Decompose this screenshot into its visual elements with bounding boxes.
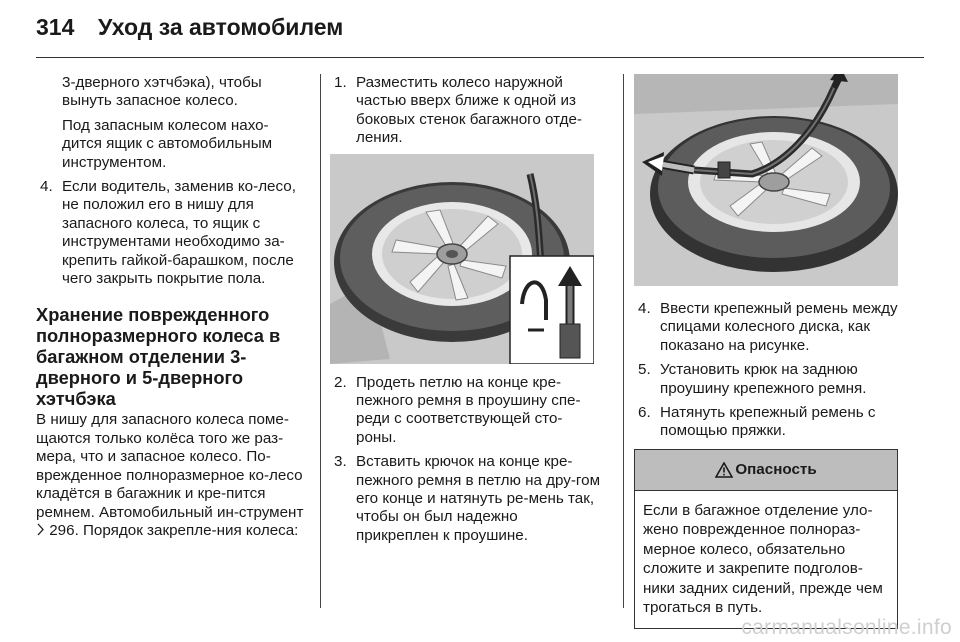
- wheel-strap-illustration: [634, 74, 898, 286]
- page-number: 314: [36, 14, 75, 40]
- column-divider-2: [623, 74, 624, 608]
- column-2: [330, 74, 602, 551]
- intro-text: В нишу для запасного колеса поме-щаются только колёса того же раз-мера, что и запасное колесо. По-врежденное полноразмерное ко-лесо кладётся в багажник и кре-пится ремнем. Автомобильный ин-струмент: [36, 411, 304, 521]
- page-header: [36, 14, 343, 44]
- step-number: 4.: [40, 178, 53, 196]
- step-number: 1.: [334, 74, 347, 91]
- column-1: [36, 74, 308, 547]
- column-3: [634, 74, 900, 629]
- list-item-step-4: [634, 300, 900, 355]
- continued-text: 3-дверного хэтчбэка), чтобы вынуть запасное колесо.: [62, 74, 262, 110]
- step-text: Если водитель, заменив ко-лесо, не положил его в нишу для запасного колеса, то ящик с инструментами необходимо за-крепить гайкой-барашком, после чего закрыть покрытие пола.: [62, 178, 296, 288]
- step-text: Разместить колесо наружной частью вверх ближе к одной из боковых стенок багажного отде-ления.: [356, 74, 582, 147]
- list-item-step-2: [330, 374, 602, 448]
- caution-header: [635, 450, 897, 491]
- arrow-reference-icon: [36, 523, 45, 541]
- step-text: Вставить крючок на конце кре-пежного ремня в петлю на дру-гом его конце и натянуть ре-мень так, чтобы он был надежно прикреплен к проушине.: [356, 453, 601, 544]
- wheel-loop-illustration: [330, 154, 594, 364]
- reference-page-link[interactable]: 296: [49, 521, 75, 539]
- list-item-step-5: [634, 361, 900, 398]
- section-heading: Хранение поврежденного полноразмерного колеса в багажном отделении 3-дверного и 5-дверного хэтчбэка: [36, 304, 281, 410]
- list-item-step-4: [36, 178, 308, 288]
- section-title: Уход за автомобилем: [98, 14, 344, 40]
- step-text: Ввести крепежный ремень между спицами колесного диска, как показано на рисунке.: [660, 300, 898, 354]
- step-number: 4.: [638, 300, 651, 317]
- step-number: 2.: [334, 373, 347, 391]
- step-number: 6.: [638, 404, 651, 422]
- step-number: 3.: [334, 453, 347, 471]
- step-text: Натянуть крепежный ремень с помощью пряжки.: [660, 404, 876, 440]
- caution-box: [634, 449, 898, 629]
- list-item-step-3: [330, 453, 602, 545]
- list-item-step-1: [330, 74, 602, 148]
- step-number: 5.: [638, 361, 651, 379]
- caution-text: Если в багажное отделение уло-жено поврежденное полнораз-мерное колесо, обязательно сложите и закрепите подголов-ники задних сидений, прежде чем трогаться в путь.: [643, 501, 883, 617]
- warning-triangle-icon: [715, 462, 735, 478]
- watermark: carmanualsonline.info: [741, 616, 952, 639]
- header-divider: [36, 57, 924, 58]
- step-text: Продеть петлю на конце кре-пежного ремня в проушину спе-реди с соответствующей сто-роны.: [356, 373, 581, 446]
- step-text: Установить крюк на заднюю проушину крепежного ремня.: [660, 361, 867, 397]
- caution-title: Опасность: [735, 460, 817, 478]
- tools-note: Под запасным колесом нахо-дится ящик с автомобильным инструментом.: [62, 116, 273, 171]
- list-item-step-6: [634, 404, 900, 441]
- column-divider-1: [320, 74, 321, 608]
- intro-paragraph: [36, 411, 308, 541]
- intro-text-end: . Порядок закрепле-ния колеса:: [74, 521, 299, 539]
